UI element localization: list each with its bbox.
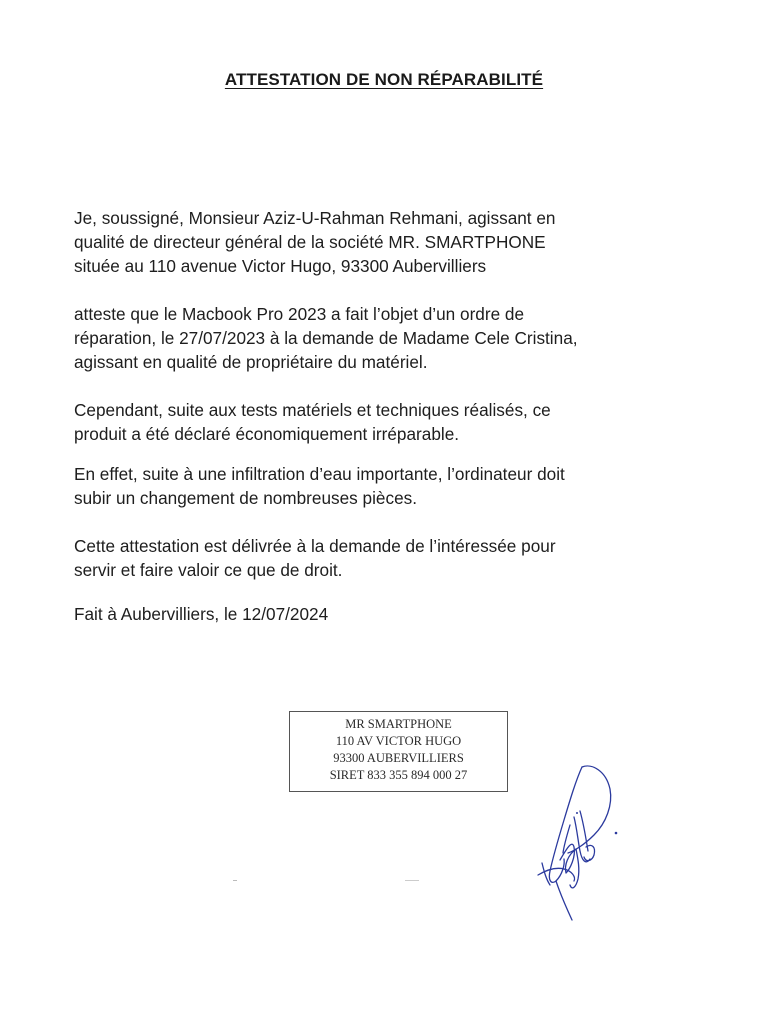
stamp-line: 93300 AUBERVILLIERS — [333, 751, 464, 765]
document-title: ATTESTATION DE NON RÉPARABILITÉ — [224, 70, 544, 89]
text-line: atteste que le Macbook Pro 2023 a fait l’objet d’un ordre de — [74, 304, 525, 324]
text-line: agissant en qualité de propriétaire du matériel. — [74, 352, 428, 372]
text-line: qualité de directeur général de la société MR. SMARTPHONE — [74, 232, 546, 252]
text-line: Cependant, suite aux tests matériels et techniques réalisés, ce — [74, 400, 551, 420]
text-line: En effet, suite à une infiltration d’eau importante, l’ordinateur doit — [74, 464, 565, 484]
stamp-line: SIRET 833 355 894 000 27 — [329, 768, 468, 782]
stamp-line: 110 AV VICTOR HUGO — [335, 734, 462, 748]
text-line: Je, soussigné, Monsieur Aziz-U-Rahman Rehmani, agissant en — [74, 208, 556, 228]
stamp-line: MR SMARTPHONE — [345, 717, 452, 731]
text-line: Cette attestation est délivrée à la demande de l’intéressée pour — [74, 536, 556, 556]
text-line: servir et faire valoir ce que de droit. — [74, 560, 343, 580]
text-line: produit a été déclaré économiquement irréparable. — [74, 424, 460, 444]
text-line: située au 110 avenue Victor Hugo, 93300 Aubervilliers — [74, 256, 487, 276]
text-line: réparation, le 27/07/2023 à la demande de Madame Cele Cristina, — [74, 328, 578, 348]
text-line: Fait à Aubervilliers, le 12/07/2024 — [74, 604, 329, 624]
text-line: subir un changement de nombreuses pièces. — [74, 488, 418, 508]
